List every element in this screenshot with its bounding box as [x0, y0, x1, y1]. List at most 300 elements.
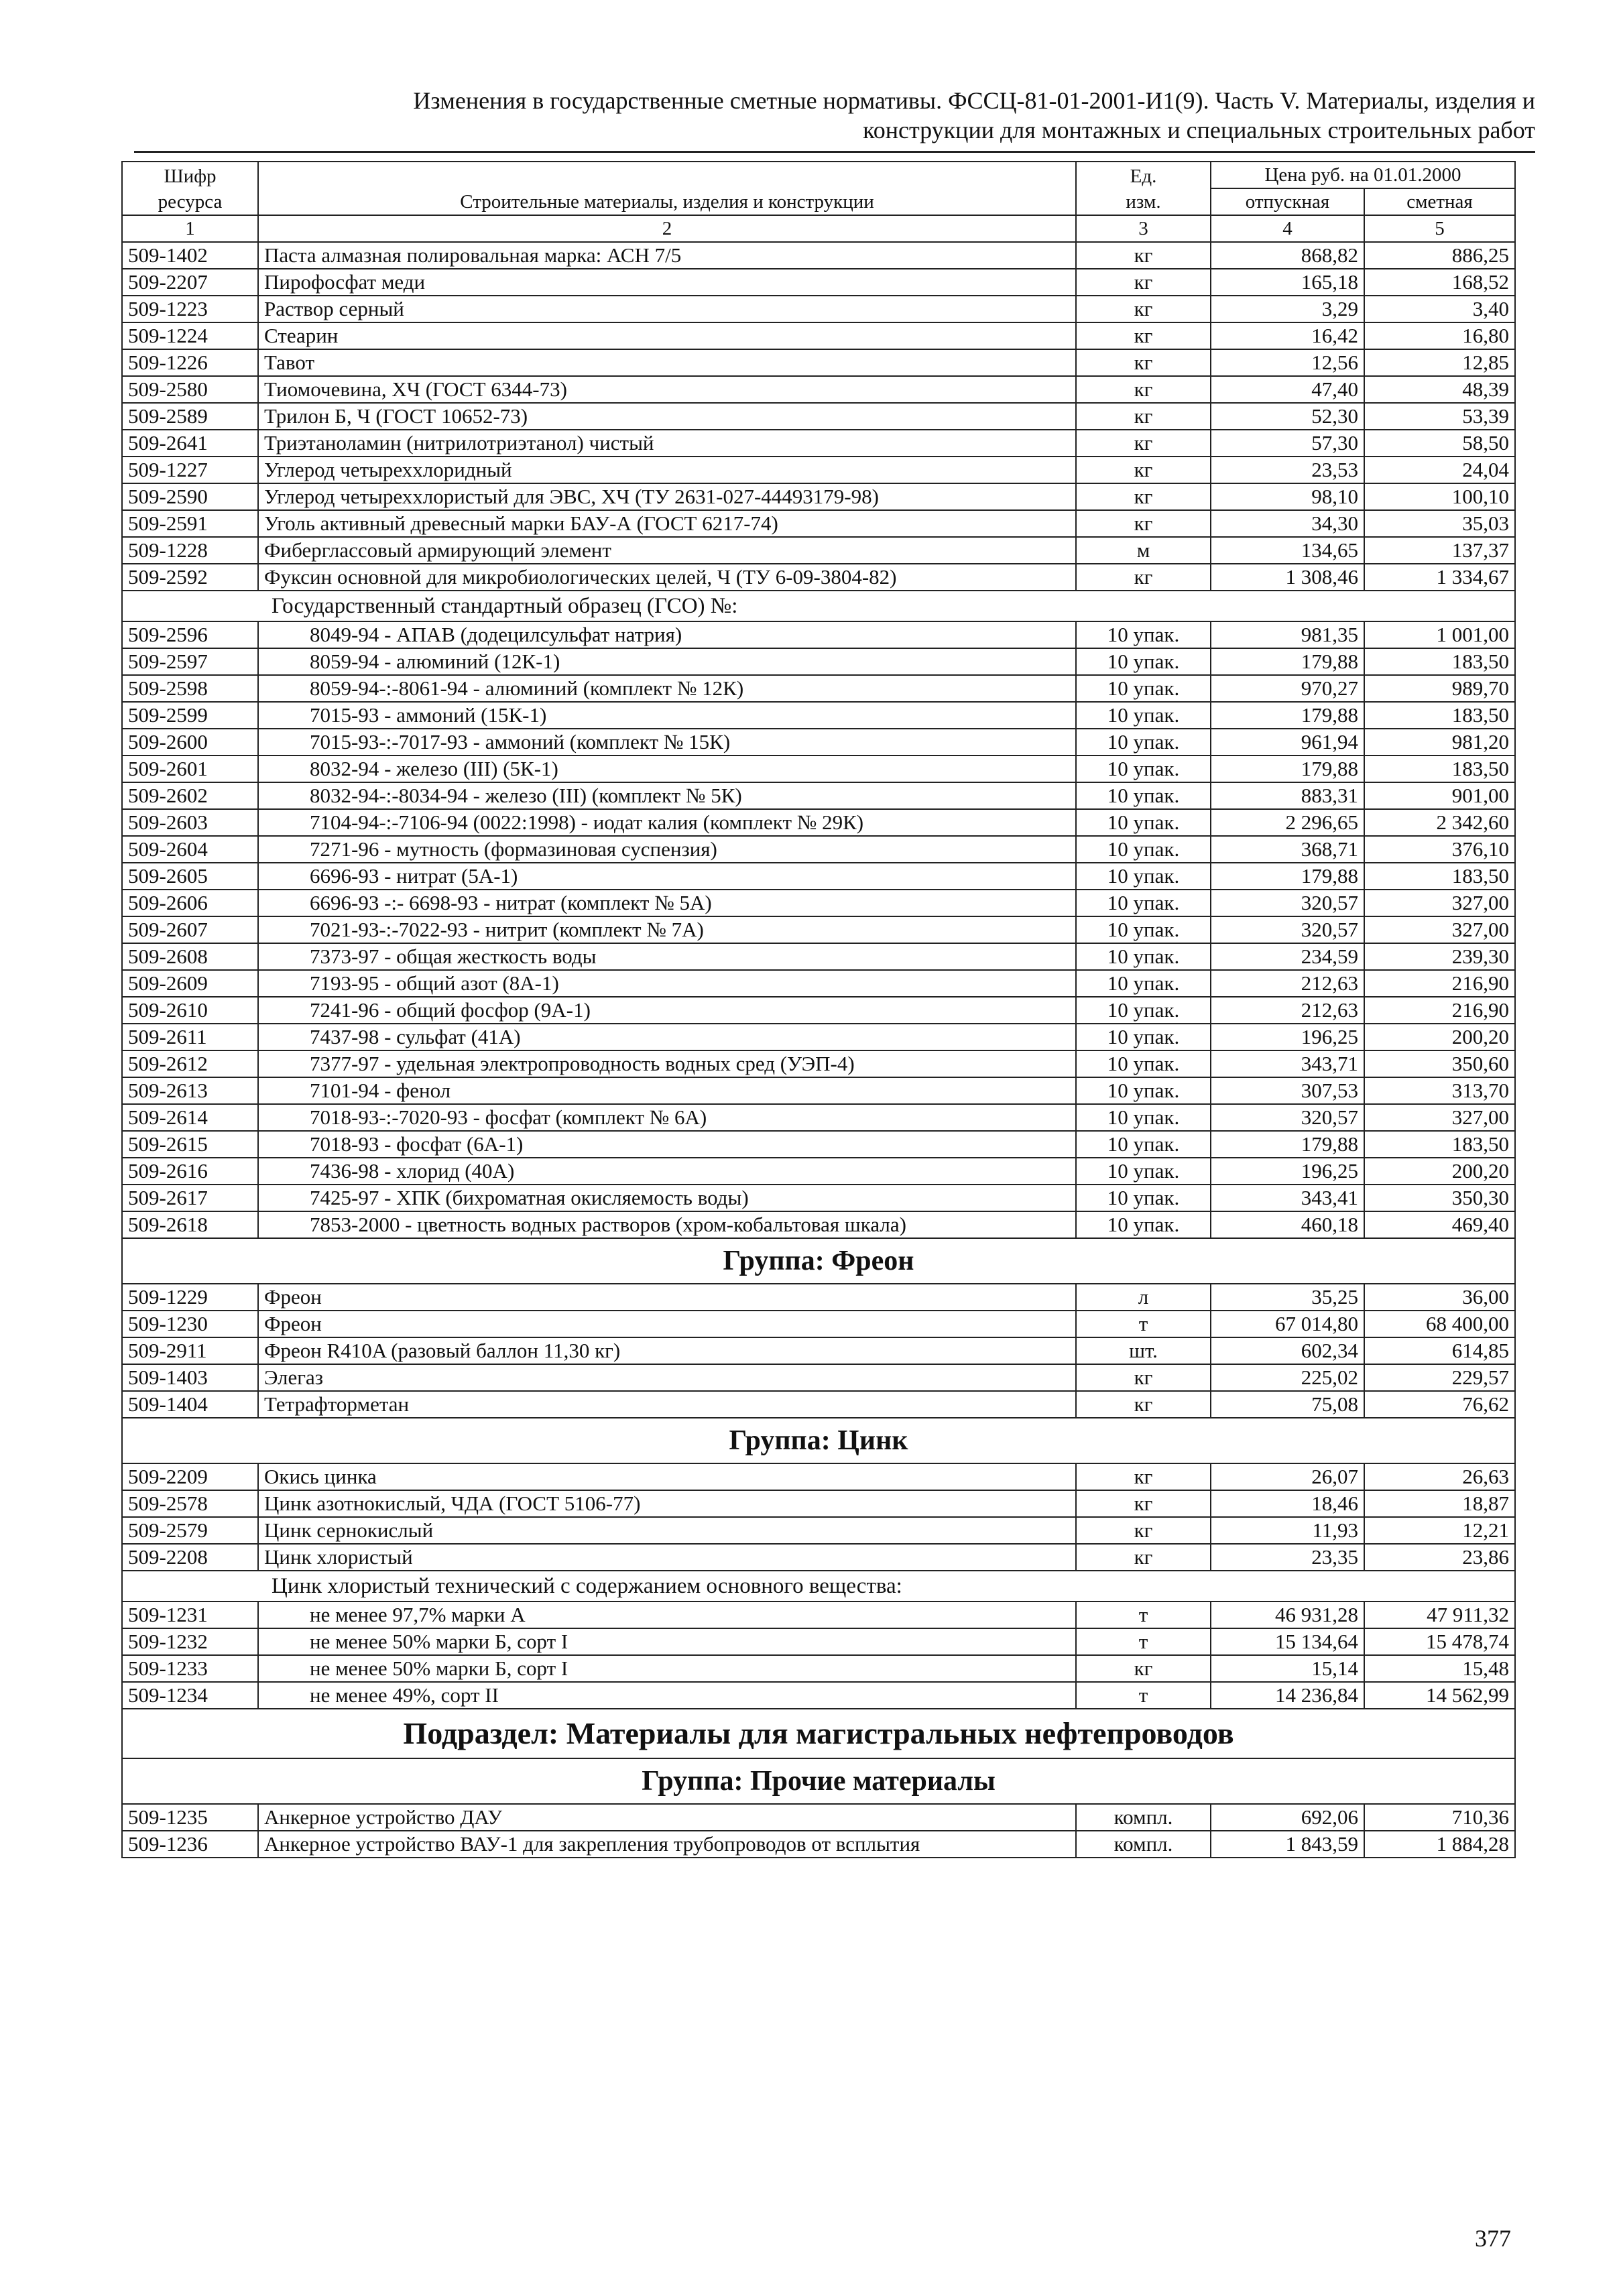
price-table-body: [122, 162, 1515, 1858]
table-row: [122, 242, 1515, 269]
resource-code: 509-2605: [122, 863, 258, 890]
unit-cell: 10 упак.: [1076, 997, 1211, 1024]
material-name: Тавот: [258, 349, 1076, 376]
resource-code: 509-2641: [122, 430, 258, 457]
material-name: 7425-97 - ХПК (бихроматная окисляемость воды): [258, 1185, 1076, 1211]
estimate-price: 469,40: [1364, 1211, 1515, 1238]
estimate-price: 14 562,99: [1364, 1682, 1515, 1709]
estimate-price: 16,80: [1364, 322, 1515, 349]
unit-cell: 10 упак.: [1076, 729, 1211, 756]
table-row: [122, 1185, 1515, 1211]
group-heading-freon-row: [122, 1238, 1515, 1284]
estimate-price: 36,00: [1364, 1284, 1515, 1311]
material-name: Тиомочевина, ХЧ (ГОСТ 6344-73): [258, 376, 1076, 403]
estimate-price: 18,87: [1364, 1490, 1515, 1517]
resource-code: 509-2602: [122, 782, 258, 809]
resource-code: 509-1230: [122, 1311, 258, 1337]
resource-code: 509-1223: [122, 296, 258, 322]
table-row: [122, 756, 1515, 782]
material-name: Паста алмазная полировальная марка: АСН 7/5: [258, 242, 1076, 269]
estimate-price: 53,39: [1364, 403, 1515, 430]
unit-cell: компл.: [1076, 1831, 1211, 1858]
resource-code: 509-2579: [122, 1517, 258, 1544]
release-price: 3,29: [1211, 296, 1364, 322]
material-name: 8059-94-:-8061-94 - алюминий (комплект № 12К): [258, 675, 1076, 702]
resource-code: 509-2613: [122, 1077, 258, 1104]
group-heading-other-row: [122, 1758, 1515, 1804]
table-row: [122, 890, 1515, 916]
table-row: [122, 1024, 1515, 1050]
material-name: Раствор серный: [258, 296, 1076, 322]
col-num-2: 2: [258, 215, 1076, 242]
material-name: 7015-93-:-7017-93 - аммоний (комплект № 15К): [258, 729, 1076, 756]
resource-code: 509-2618: [122, 1211, 258, 1238]
resource-code: 509-2617: [122, 1185, 258, 1211]
release-price: 212,63: [1211, 997, 1364, 1024]
resource-code: 509-1229: [122, 1284, 258, 1311]
table-row: [122, 322, 1515, 349]
estimate-price: 350,30: [1364, 1185, 1515, 1211]
unit-cell: кг: [1076, 349, 1211, 376]
resource-code: 509-2598: [122, 675, 258, 702]
estimate-price: 1 334,67: [1364, 564, 1515, 591]
unit-cell: кг: [1076, 1490, 1211, 1517]
unit-cell: шт.: [1076, 1337, 1211, 1364]
unit-cell: 10 упак.: [1076, 1211, 1211, 1238]
estimate-price: 68 400,00: [1364, 1311, 1515, 1337]
material-name: 7101-94 - фенол: [258, 1077, 1076, 1104]
release-price: 868,82: [1211, 242, 1364, 269]
material-name: Анкерное устройство ВАУ-1 для закрепления трубопроводов от всплытия: [258, 1831, 1076, 1858]
release-price: 961,94: [1211, 729, 1364, 756]
resource-code: 509-2612: [122, 1050, 258, 1077]
unit-cell: кг: [1076, 403, 1211, 430]
unit-cell: т: [1076, 1628, 1211, 1655]
material-name: Цинк сернокислый: [258, 1517, 1076, 1544]
estimate-price: 15,48: [1364, 1655, 1515, 1682]
estimate-price: 168,52: [1364, 269, 1515, 296]
release-price: 692,06: [1211, 1804, 1364, 1831]
section-heading-pipelines: Подраздел: Материалы для магистральных нефтепроводов: [122, 1709, 1515, 1758]
table-row: [122, 1804, 1515, 1831]
resource-code: 509-2590: [122, 483, 258, 510]
estimate-price: 200,20: [1364, 1024, 1515, 1050]
material-name: Цинк азотнокислый, ЧДА (ГОСТ 5106-77): [258, 1490, 1076, 1517]
estimate-price: 313,70: [1364, 1077, 1515, 1104]
estimate-price: 710,36: [1364, 1804, 1515, 1831]
resource-code: 509-2596: [122, 621, 258, 648]
unit-cell: кг: [1076, 269, 1211, 296]
unit-cell: т: [1076, 1682, 1211, 1709]
estimate-price: 15 478,74: [1364, 1628, 1515, 1655]
col-num-5: 5: [1364, 215, 1515, 242]
release-price: 1 308,46: [1211, 564, 1364, 591]
estimate-price: 200,20: [1364, 1158, 1515, 1185]
resource-code: 509-2580: [122, 376, 258, 403]
release-price: 18,46: [1211, 1490, 1364, 1517]
release-price: 320,57: [1211, 1104, 1364, 1131]
resource-code: 509-2597: [122, 648, 258, 675]
header-line-1: Изменения в государственные сметные нормативы. ФССЦ-81-01-2001-И1(9). Часть V. Материалы, изделия и: [413, 87, 1535, 114]
release-price: 179,88: [1211, 756, 1364, 782]
estimate-price: 35,03: [1364, 510, 1515, 537]
header-release: отпускная: [1211, 188, 1364, 215]
estimate-price: 12,21: [1364, 1517, 1515, 1544]
release-price: 15,14: [1211, 1655, 1364, 1682]
release-price: 179,88: [1211, 702, 1364, 729]
unit-cell: кг: [1076, 510, 1211, 537]
resource-code: 509-2609: [122, 970, 258, 997]
estimate-price: 183,50: [1364, 863, 1515, 890]
unit-cell: кг: [1076, 457, 1211, 483]
header-estimate: сметная: [1364, 188, 1515, 215]
material-name: Цинк хлористый: [258, 1544, 1076, 1571]
col-num-4: 4: [1211, 215, 1364, 242]
resource-code: 509-2209: [122, 1463, 258, 1490]
table-row: [122, 1517, 1515, 1544]
estimate-price: 229,57: [1364, 1364, 1515, 1391]
table-row: [122, 916, 1515, 943]
unit-cell: 10 упак.: [1076, 916, 1211, 943]
material-name: 7271-96 - мутность (формазиновая суспензия): [258, 836, 1076, 863]
release-price: 343,41: [1211, 1185, 1364, 1211]
table-row: [122, 648, 1515, 675]
unit-cell: м: [1076, 537, 1211, 564]
page-number: 377: [1475, 2225, 1511, 2252]
estimate-price: 12,85: [1364, 349, 1515, 376]
release-price: 165,18: [1211, 269, 1364, 296]
table-row: [122, 1463, 1515, 1490]
resource-code: 509-2616: [122, 1158, 258, 1185]
resource-code: 509-1226: [122, 349, 258, 376]
table-row: [122, 943, 1515, 970]
material-name: 7021-93-:-7022-93 - нитрит (комплект № 7А): [258, 916, 1076, 943]
gso-heading-row: [122, 591, 1515, 621]
release-price: 11,93: [1211, 1517, 1364, 1544]
material-name: Окись цинка: [258, 1463, 1076, 1490]
table-row: [122, 1104, 1515, 1131]
resource-code: 509-2615: [122, 1131, 258, 1158]
resource-code: 509-2603: [122, 809, 258, 836]
unit-cell: 10 упак.: [1076, 756, 1211, 782]
table-row: [122, 1364, 1515, 1391]
material-name: 8032-94-:-8034-94 - железо (III) (комплект № 5К): [258, 782, 1076, 809]
table-row: [122, 430, 1515, 457]
table-row: [122, 1655, 1515, 1682]
release-price: 34,30: [1211, 510, 1364, 537]
estimate-price: 901,00: [1364, 782, 1515, 809]
resource-code: 509-1236: [122, 1831, 258, 1858]
table-row: [122, 1391, 1515, 1418]
header-unit: Ед. изм.: [1076, 162, 1211, 215]
release-price: 12,56: [1211, 349, 1364, 376]
release-price: 14 236,84: [1211, 1682, 1364, 1709]
estimate-price: 327,00: [1364, 890, 1515, 916]
estimate-price: 24,04: [1364, 457, 1515, 483]
estimate-price: 26,63: [1364, 1463, 1515, 1490]
material-name: 7436-98 - хлорид (40А): [258, 1158, 1076, 1185]
release-price: 343,71: [1211, 1050, 1364, 1077]
material-name: 7241-96 - общий фосфор (9А-1): [258, 997, 1076, 1024]
material-name: Фреон: [258, 1311, 1076, 1337]
estimate-price: 216,90: [1364, 970, 1515, 997]
unit-cell: компл.: [1076, 1804, 1211, 1831]
resource-code: 509-2614: [122, 1104, 258, 1131]
unit-cell: 10 упак.: [1076, 1104, 1211, 1131]
resource-code: 509-1235: [122, 1804, 258, 1831]
table-row: [122, 1490, 1515, 1517]
release-price: 234,59: [1211, 943, 1364, 970]
unit-cell: 10 упак.: [1076, 836, 1211, 863]
resource-code: 509-1233: [122, 1655, 258, 1682]
estimate-price: 886,25: [1364, 242, 1515, 269]
release-price: 368,71: [1211, 836, 1364, 863]
section-heading-pipelines-row: [122, 1709, 1515, 1758]
table-row: [122, 1602, 1515, 1628]
estimate-price: 3,40: [1364, 296, 1515, 322]
table-row: [122, 621, 1515, 648]
unit-cell: 10 упак.: [1076, 943, 1211, 970]
release-price: 35,25: [1211, 1284, 1364, 1311]
header-line-2: конструкции для монтажных и специальных строительных работ: [863, 117, 1535, 143]
material-name: Углерод четыреххлористый для ЭВС, ХЧ (ТУ 2631-027-44493179-98): [258, 483, 1076, 510]
material-name: Фреон R410A (разовый баллон 11,30 кг): [258, 1337, 1076, 1364]
unit-cell: 10 упак.: [1076, 1185, 1211, 1211]
material-name: не менее 50% марки Б, сорт I: [258, 1655, 1076, 1682]
table-row: [122, 1682, 1515, 1709]
price-table: [121, 161, 1516, 1858]
release-price: 57,30: [1211, 430, 1364, 457]
resource-code: 509-1228: [122, 537, 258, 564]
resource-code: 509-2208: [122, 1544, 258, 1571]
release-price: 75,08: [1211, 1391, 1364, 1418]
resource-code: 509-2207: [122, 269, 258, 296]
estimate-price: 376,10: [1364, 836, 1515, 863]
estimate-price: 100,10: [1364, 483, 1515, 510]
release-price: 23,53: [1211, 457, 1364, 483]
release-price: 134,65: [1211, 537, 1364, 564]
table-row: [122, 1131, 1515, 1158]
resource-code: 509-2611: [122, 1024, 258, 1050]
material-name: Тетрафторметан: [258, 1391, 1076, 1418]
material-name: Трилон Б, Ч (ГОСТ 10652-73): [258, 403, 1076, 430]
table-row: [122, 457, 1515, 483]
estimate-price: 216,90: [1364, 997, 1515, 1024]
estimate-price: 1 884,28: [1364, 1831, 1515, 1858]
resource-code: 509-1402: [122, 242, 258, 269]
unit-cell: 10 упак.: [1076, 1158, 1211, 1185]
estimate-price: 76,62: [1364, 1391, 1515, 1418]
material-name: 6696-93 -:- 6698-93 - нитрат (комплект № 5А): [258, 890, 1076, 916]
table-row: [122, 863, 1515, 890]
estimate-price: 614,85: [1364, 1337, 1515, 1364]
release-price: 460,18: [1211, 1211, 1364, 1238]
release-price: 47,40: [1211, 376, 1364, 403]
material-name: 7437-98 - сульфат (41А): [258, 1024, 1076, 1050]
table-row: [122, 349, 1515, 376]
col-num-3: 3: [1076, 215, 1211, 242]
group-heading-other: Группа: Прочие материалы: [122, 1758, 1515, 1804]
unit-cell: 10 упак.: [1076, 702, 1211, 729]
estimate-price: 23,86: [1364, 1544, 1515, 1571]
group-heading-zinc-row: [122, 1418, 1515, 1463]
table-row: [122, 1628, 1515, 1655]
unit-cell: 10 упак.: [1076, 675, 1211, 702]
estimate-price: 239,30: [1364, 943, 1515, 970]
header-code: Шифр ресурса: [122, 162, 258, 215]
table-row: [122, 782, 1515, 809]
unit-cell: 10 упак.: [1076, 970, 1211, 997]
resource-code: 509-2599: [122, 702, 258, 729]
document-header: [127, 86, 1535, 145]
release-price: 179,88: [1211, 648, 1364, 675]
estimate-price: 350,60: [1364, 1050, 1515, 1077]
unit-cell: кг: [1076, 1517, 1211, 1544]
resource-code: 509-2610: [122, 997, 258, 1024]
material-name: не менее 49%, сорт II: [258, 1682, 1076, 1709]
estimate-price: 989,70: [1364, 675, 1515, 702]
unit-cell: кг: [1076, 430, 1211, 457]
release-price: 15 134,64: [1211, 1628, 1364, 1655]
release-price: 23,35: [1211, 1544, 1364, 1571]
resource-code: 509-2606: [122, 890, 258, 916]
unit-cell: кг: [1076, 1364, 1211, 1391]
table-row: [122, 809, 1515, 836]
release-price: 320,57: [1211, 916, 1364, 943]
group-heading-zinc: Группа: Цинк: [122, 1418, 1515, 1463]
material-name: Элегаз: [258, 1364, 1076, 1391]
table-row: [122, 483, 1515, 510]
group-heading-freon: Группа: Фреон: [122, 1238, 1515, 1284]
table-row: [122, 1284, 1515, 1311]
release-price: 179,88: [1211, 863, 1364, 890]
unit-cell: кг: [1076, 1463, 1211, 1490]
release-price: 179,88: [1211, 1131, 1364, 1158]
release-price: 2 296,65: [1211, 809, 1364, 836]
unit-cell: кг: [1076, 1391, 1211, 1418]
table-row: [122, 296, 1515, 322]
estimate-price: 183,50: [1364, 1131, 1515, 1158]
table-row: [122, 970, 1515, 997]
table-row: [122, 564, 1515, 591]
unit-cell: кг: [1076, 1655, 1211, 1682]
unit-cell: 10 упак.: [1076, 890, 1211, 916]
table-row: [122, 729, 1515, 756]
table-row: [122, 403, 1515, 430]
material-name: Стеарин: [258, 322, 1076, 349]
unit-cell: 10 упак.: [1076, 648, 1211, 675]
unit-cell: кг: [1076, 564, 1211, 591]
resource-code: 509-2607: [122, 916, 258, 943]
table-row: [122, 702, 1515, 729]
estimate-price: 183,50: [1364, 702, 1515, 729]
unit-cell: кг: [1076, 242, 1211, 269]
material-name: 7104-94-:-7106-94 (0022:1998) - иодат калия (комплект № 29К): [258, 809, 1076, 836]
table-header-row-1: [122, 162, 1515, 188]
unit-cell: кг: [1076, 322, 1211, 349]
resource-code: 509-1234: [122, 1682, 258, 1709]
release-price: 26,07: [1211, 1463, 1364, 1490]
unit-cell: кг: [1076, 296, 1211, 322]
table-row: [122, 510, 1515, 537]
resource-code: 509-1227: [122, 457, 258, 483]
estimate-price: 1 001,00: [1364, 621, 1515, 648]
release-price: 883,31: [1211, 782, 1364, 809]
material-name: Углерод четыреххлоридный: [258, 457, 1076, 483]
material-name: не менее 50% марки Б, сорт I: [258, 1628, 1076, 1655]
resource-code: 509-2589: [122, 403, 258, 430]
material-name: 7018-93 - фосфат (6А-1): [258, 1131, 1076, 1158]
zinc-tech-heading: Цинк хлористый технический с содержанием основного вещества:: [122, 1571, 1515, 1602]
material-name: 7377-97 - удельная электропроводность водных сред (УЭП-4): [258, 1050, 1076, 1077]
table-row: [122, 537, 1515, 564]
unit-cell: л: [1076, 1284, 1211, 1311]
table-row: [122, 1211, 1515, 1238]
header-rule: [134, 151, 1535, 153]
table-row: [122, 1050, 1515, 1077]
release-price: 196,25: [1211, 1024, 1364, 1050]
table-row: [122, 1077, 1515, 1104]
table-row: [122, 675, 1515, 702]
header-name: Строительные материалы, изделия и конструкции: [258, 162, 1076, 215]
material-name: Фуксин основной для микробиологических целей, Ч (ТУ 6-09-3804-82): [258, 564, 1076, 591]
release-price: 98,10: [1211, 483, 1364, 510]
estimate-price: 2 342,60: [1364, 809, 1515, 836]
estimate-price: 47 911,32: [1364, 1602, 1515, 1628]
unit-cell: кг: [1076, 376, 1211, 403]
table-row: [122, 1311, 1515, 1337]
unit-cell: 10 упак.: [1076, 1050, 1211, 1077]
table-row: [122, 269, 1515, 296]
release-price: 1 843,59: [1211, 1831, 1364, 1858]
estimate-price: 981,20: [1364, 729, 1515, 756]
gso-heading: Государственный стандартный образец (ГСО) №:: [122, 591, 1515, 621]
resource-code: 509-1232: [122, 1628, 258, 1655]
unit-cell: т: [1076, 1602, 1211, 1628]
estimate-price: 327,00: [1364, 1104, 1515, 1131]
release-price: 981,35: [1211, 621, 1364, 648]
column-numbers-row: [122, 215, 1515, 242]
estimate-price: 183,50: [1364, 756, 1515, 782]
table-row: [122, 1158, 1515, 1185]
unit-cell: 10 упак.: [1076, 863, 1211, 890]
estimate-price: 327,00: [1364, 916, 1515, 943]
resource-code: 509-2592: [122, 564, 258, 591]
resource-code: 509-2601: [122, 756, 258, 782]
material-name: не менее 97,7% марки А: [258, 1602, 1076, 1628]
estimate-price: 137,37: [1364, 537, 1515, 564]
material-name: 7193-95 - общий азот (8А-1): [258, 970, 1076, 997]
zinc-tech-heading-row: [122, 1571, 1515, 1602]
material-name: Пирофосфат меди: [258, 269, 1076, 296]
resource-code: 509-2608: [122, 943, 258, 970]
header-price: Цена руб. на 01.01.2000: [1211, 162, 1515, 188]
material-name: Уголь активный древесный марки БАУ-А (ГОСТ 6217-74): [258, 510, 1076, 537]
unit-cell: 10 упак.: [1076, 1024, 1211, 1050]
release-price: 212,63: [1211, 970, 1364, 997]
release-price: 52,30: [1211, 403, 1364, 430]
release-price: 320,57: [1211, 890, 1364, 916]
unit-cell: 10 упак.: [1076, 621, 1211, 648]
material-name: Фреон: [258, 1284, 1076, 1311]
material-name: 8032-94 - железо (III) (5К-1): [258, 756, 1076, 782]
resource-code: 509-2604: [122, 836, 258, 863]
table-row: [122, 1337, 1515, 1364]
unit-cell: 10 упак.: [1076, 1131, 1211, 1158]
table-row: [122, 1544, 1515, 1571]
unit-cell: кг: [1076, 483, 1211, 510]
material-name: 8049-94 - АПАВ (додецилсульфат натрия): [258, 621, 1076, 648]
